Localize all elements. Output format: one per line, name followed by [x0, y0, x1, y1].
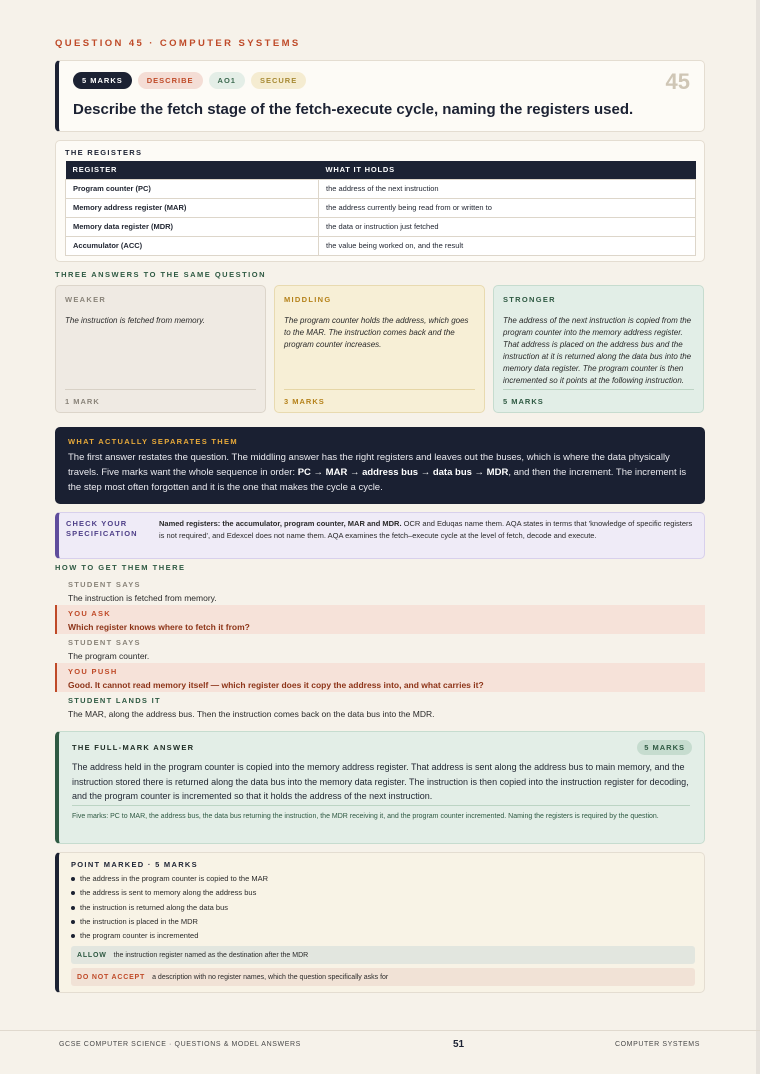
separates-text — [68, 450, 689, 495]
answer-text: The program counter holds the address, which goes to the MAR. The instruction comes back and the program counter increases. — [284, 316, 469, 349]
footer-rule — [0, 1030, 760, 1031]
spec-bold: Named registers: the accumulator, program counter, MAR and MDR. — [159, 519, 402, 528]
spec-text — [159, 518, 694, 542]
page-number: 51 — [453, 1039, 465, 1050]
divider — [284, 389, 475, 390]
list-item: the instruction is returned along the data bus — [71, 903, 268, 917]
turn-label: STUDENT SAYS — [68, 638, 141, 647]
separates-text-part: , and then the increment. The increment is the step most often forgotten and it is the one that makes the cycle a cycle. — [68, 467, 687, 493]
answer-card-middling — [274, 285, 485, 413]
answer-label: WEAKER — [65, 295, 107, 304]
table-row — [66, 179, 696, 198]
register-name: Accumulator (ACC) — [66, 236, 319, 255]
register-description: the address currently being read from or written to — [319, 198, 696, 217]
register-description: the value being worked on, and the result — [319, 236, 696, 255]
sequence-highlight: PC → MAR → address bus → data bus → MDR — [297, 467, 509, 478]
list-item: the address is sent to memory along the address bus — [71, 888, 268, 902]
separates-title: WHAT ACTUALLY SEPARATES THEM — [68, 437, 238, 446]
table-row — [66, 198, 696, 217]
marks-tag: 5 MARKS — [73, 72, 132, 89]
registers-card — [55, 140, 705, 262]
answer-card-weaker — [55, 285, 266, 413]
breadcrumb: QUESTION 45 · COMPUTER SYSTEMS — [55, 38, 301, 49]
column-header: REGISTER — [66, 161, 319, 179]
divider — [72, 805, 690, 806]
register-description: the address of the next instruction — [319, 179, 696, 198]
turn-label: YOU ASK — [68, 609, 111, 618]
answer-card-stronger — [493, 285, 704, 413]
answer-marks: 1 MARK — [65, 397, 100, 406]
spec-detail: OCR and Eduqas name them. AQA states in terms that 'knowledge of specific registers is not required', and Edexcel does not name them. AQA examines the fetch–execute cycle at the level of fetch, decode and execute. — [159, 519, 693, 540]
answer-text: The instruction is fetched from memory. — [65, 316, 205, 325]
question-text: Describe the fetch stage of the fetch-execute cycle, naming the registers used. — [73, 101, 634, 118]
page-edge — [756, 0, 760, 1074]
registers-title: THE REGISTERS — [65, 148, 143, 157]
difficulty-tag: SECURE — [251, 72, 306, 89]
answer-marks: 5 MARKS — [503, 397, 544, 406]
dialogue-turn-teacher — [55, 605, 705, 634]
do-not-accept-label: DO NOT ACCEPT — [77, 973, 146, 981]
column-header: WHAT IT HOLDS — [319, 161, 696, 179]
mark-scheme — [55, 852, 705, 993]
turn-text: Which register knows where to fetch it from? — [68, 622, 250, 632]
full-mark-note: Five marks: PC to MAR, the address bus, the data bus returning the instruction, the MDR receiving it, and the program counter incremented. Naming the registers is required by the question. — [72, 813, 659, 820]
mark-points-list — [71, 874, 268, 945]
question-card — [55, 60, 705, 132]
list-item: the address in the program counter is copied to the MAR — [71, 874, 268, 888]
answer-text: The address of the next instruction is copied from the program counter into the memory address register. That address is placed on the address bus and the instruction at it is returned along the data bus into the memory data register. The program counter is then incremented so it points at the following instruction. — [503, 316, 692, 385]
turn-label: STUDENT LANDS IT — [68, 696, 161, 705]
table-row — [66, 236, 696, 255]
allow-label: ALLOW — [77, 951, 107, 959]
separates-panel — [55, 427, 705, 504]
dialogue-turn-student-lands — [55, 696, 705, 719]
answer-marks: 3 MARKS — [284, 397, 325, 406]
table-row — [66, 217, 696, 236]
register-name: Memory data register (MDR) — [66, 217, 319, 236]
dialogue-turn-teacher — [55, 663, 705, 692]
turn-text: The instruction is fetched from memory. — [68, 593, 217, 603]
register-description: the data or instruction just fetched — [319, 217, 696, 236]
turn-label: STUDENT SAYS — [68, 580, 141, 589]
answers-section-title: THREE ANSWERS TO THE SAME QUESTION — [55, 270, 267, 279]
specification-note — [55, 512, 705, 559]
turn-label: YOU PUSH — [68, 667, 118, 676]
answer-label: MIDDLING — [284, 295, 332, 304]
registers-table — [65, 161, 696, 256]
question-tags — [73, 72, 306, 89]
divider — [65, 389, 256, 390]
separates-text-part: The first answer restates the question. The middling answer has the right registers and leaves out the buses, which is where the data physically travels. Five marks want the whole sequence in order: — [68, 452, 670, 478]
turn-text: Good. It cannot read memory itself — which register does it copy the address into, and what carries it? — [68, 680, 484, 690]
full-mark-title: THE FULL-MARK ANSWER — [72, 743, 195, 752]
dialogue-turn-student — [55, 638, 705, 661]
list-item: the instruction is placed in the MDR — [71, 917, 268, 931]
allow-text: the instruction register named as the destination after the MDR — [113, 951, 309, 959]
turn-text: The MAR, along the address bus. Then the instruction comes back on the data bus into the MDR. — [68, 709, 435, 719]
divider — [503, 389, 694, 390]
spec-label: CHECK YOUR SPECIFICATION — [66, 519, 138, 538]
footer-book-title: GCSE COMPUTER SCIENCE · QUESTIONS & MODEL ANSWERS — [59, 1041, 301, 1048]
turn-text: The program counter. — [68, 651, 150, 661]
command-word-tag: DESCRIBE — [138, 72, 203, 89]
answer-label: STRONGER — [503, 295, 556, 304]
dialogue-turn-student — [55, 580, 705, 603]
full-mark-answer — [55, 731, 705, 844]
assessment-objective-tag: AO1 — [209, 72, 245, 89]
mark-scheme-title: POINT MARKED · 5 MARKS — [71, 860, 198, 869]
question-number: 45 — [665, 69, 690, 94]
register-name: Memory address register (MAR) — [66, 198, 319, 217]
full-mark-text: The address held in the program counter is copied into the memory address register. That address is sent along the address bus to main memory, and the instruction stored there is returned along the data bus into the memory data register. The instruction is then copied into the instruction register for decoding, and the program counter is incremented so that it holds the address of the next instruction. — [72, 762, 689, 801]
marks-badge: 5 MARKS — [637, 740, 692, 755]
do-not-accept-row — [71, 968, 695, 986]
list-item: the program counter is incremented — [71, 931, 268, 945]
do-not-accept-text: a description with no register names, which the question specifically asks for — [152, 973, 389, 981]
register-name: Program counter (PC) — [66, 179, 319, 198]
dialogue-section-title: HOW TO GET THEM THERE — [55, 563, 186, 572]
footer-section: COMPUTER SYSTEMS — [614, 1041, 700, 1048]
table-header-row — [66, 161, 696, 179]
allow-row — [71, 946, 695, 964]
